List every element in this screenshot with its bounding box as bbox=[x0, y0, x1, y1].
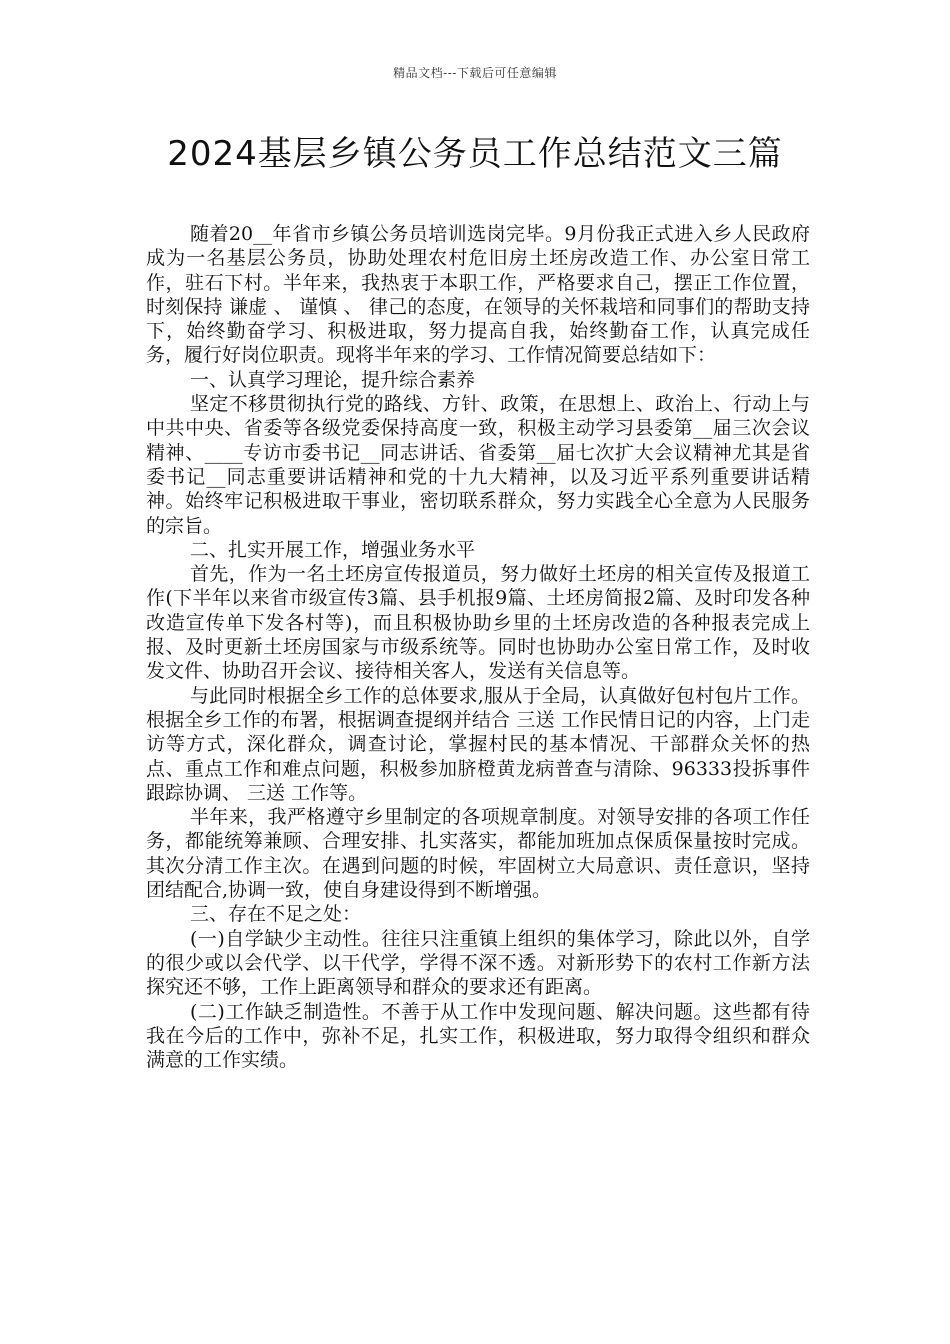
paragraph-publicity-work: 首先，作为一名土坯房宣传报道员，努力做好土坯房的相关宣传及报道工作(下半年以来省市级宣传3篇、县手机报9篇、土坯房简报2篇、及时印发各种改造宣传单下发各村等)，而且积极协助乡里的土坯房改造的各种报表完成上报、及时更新土坯房国家与市级系统等。同时也协助办公室日常工作，及时收发文件、协助召开会议、接待相关客人，发送有关信息等。 bbox=[146, 563, 810, 683]
section-heading-1: 一、认真学习理论，提升综合素养 bbox=[190, 368, 476, 391]
paragraph-shortcoming-2: (二)工作缺乏制造性。不善于从工作中发现问题、解决问题。这些都有待我在今后的工作中，弥补不足，扎实工作，积极进取，努力取得令组织和群众满意的工作实绩。 bbox=[146, 1000, 810, 1072]
paragraph-discipline: 半年来，我严格遵守乡里制定的各项规章制度。对领导安排的各项工作任务，都能统筹兼顾、合理安排、扎实落实，都能加班加点保质保量按时完成。其次分清工作主次。在遇到问题的时候，牢固树立大局意识、责任意识，坚持团结配合,协调一致，使自身建设得到不断增强。 bbox=[146, 806, 810, 902]
section-heading-2: 二、扎实开展工作，增强业务水平 bbox=[190, 538, 476, 561]
document-title: 2024基层乡镇公务员工作总结范文三篇 bbox=[167, 134, 783, 174]
paragraph-theory-study: 坚定不移贯彻执行党的路线、方针、政策，在思想上、政治上、行动上与中共中央、省委等各级党委保持高度一致，积极主动学习县委第__届三次会议精神、____专访市委书记__同志讲话、省委第__届七次扩大会议精神尤其是省委书记__同志重要讲话精神和党的十九大精神，以及习近平系列重要讲话精神。始终牢记积极进取干事业，密切联系群众，努力实践全心全意为人民服务的宗旨。 bbox=[146, 393, 810, 537]
section-heading-3: 三、存在不足之处： bbox=[190, 903, 362, 926]
paragraph-intro: 随着20__年省市乡镇公务员培训选岗完毕。9月份我正式进入乡人民政府成为一名基层公务员，协助处理农村危旧房土坯房改造工作、办公室日常工作，驻石下村。半年来，我热衷于本职工作，严格要求自己，摆正工作位置，时刻保持 谦虚 、 谨慎 、 律己的态度，在领导的关怀栽培和同事们的帮助支持下，始终勤奋学习、积极进取，努力提高自我，始终勤奋工作，认真完成任务，履行好岗位职责。现将半年来的学习、工作情况简要总结如下： bbox=[146, 223, 810, 367]
header-note: 精品文档---下载后可任意编辑 bbox=[393, 66, 557, 80]
document-body bbox=[146, 222, 810, 1072]
paragraph-village-work: 与此同时根据全乡工作的总体要求,服从于全局，认真做好包村包片工作。根据全乡工作的布署，根据调查提纲并结合 三送 工作民情日记的内容，上门走访等方式，深化群众，调查讨论，掌握村民的基本情况、干部群众关怀的热点、重点工作和难点问题，积极参加脐橙黄龙病普查与清除、96333投拆事件跟踪协调、 三送 工作等。 bbox=[146, 684, 810, 804]
paragraph-shortcoming-1: (一)自学缺少主动性。往往只注重镇上组织的集体学习，除此以外，自学的很少或以会代学、以干代学，学得不深不透。对新形势下的农村工作新方法探究还不够，工作上距离领导和群众的要求还有距离。 bbox=[146, 927, 810, 999]
